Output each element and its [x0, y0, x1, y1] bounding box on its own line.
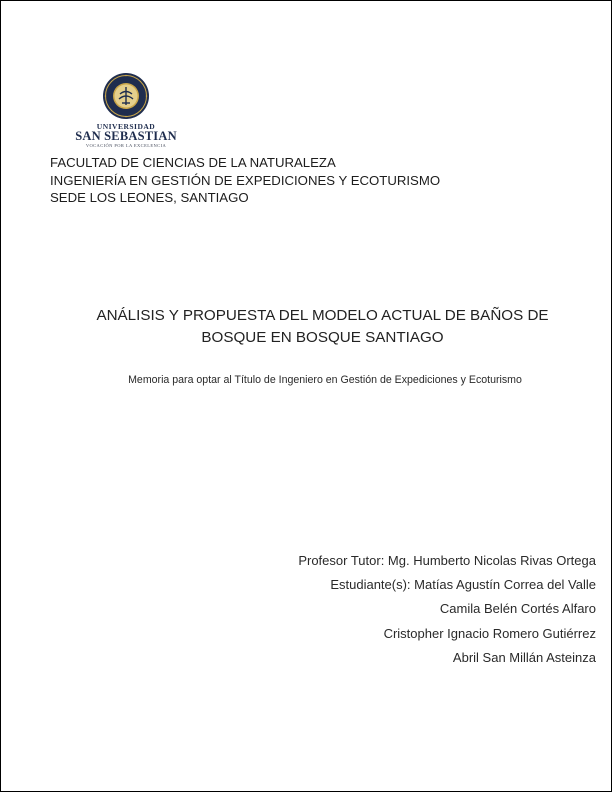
- student-line: Estudiante(s): Matías Agustín Correa del Valle: [330, 577, 596, 593]
- title-line-1: ANÁLISIS Y PROPUESTA DEL MODELO ACTUAL DE BAÑOS DE: [96, 307, 549, 324]
- university-logo: [70, 72, 182, 152]
- program-name: INGENIERÍA EN GESTIÓN DE EXPEDICIONES Y ECOTURISMO: [50, 172, 441, 188]
- student-line: Abril San Millán Asteinza: [452, 649, 596, 665]
- tutor-line: Profesor Tutor: Mg. Humberto Nicolas Rivas Ortega: [298, 553, 596, 568]
- student-line: Cristopher Ignacio Romero Gutiérrez: [383, 625, 596, 641]
- student-line: Camila Belén Cortés Alfaro: [439, 601, 596, 617]
- logo-tagline: VOCACIÓN POR LA EXCELENCIA: [85, 143, 167, 148]
- university-seal-icon: [102, 72, 150, 120]
- logo-main-text: SAN SEBASTIAN: [75, 129, 177, 143]
- campus-name: SEDE LOS LEONES, SANTIAGO: [50, 190, 249, 205]
- title-line-2: BOSQUE EN BOSQUE SANTIAGO: [201, 328, 444, 346]
- institution-header: [50, 154, 440, 207]
- logo-top-text: UNIVERSIDAD: [96, 122, 156, 131]
- thesis-subtitle: Memoria para optar al Título de Ingeniero en Gestión de Expediciones y Ecoturismo: [128, 374, 522, 386]
- thesis-title: [40, 305, 605, 348]
- faculty-name: FACULTAD DE CIENCIAS DE LA NATURALEZA: [50, 155, 336, 170]
- authors-block: [298, 549, 596, 670]
